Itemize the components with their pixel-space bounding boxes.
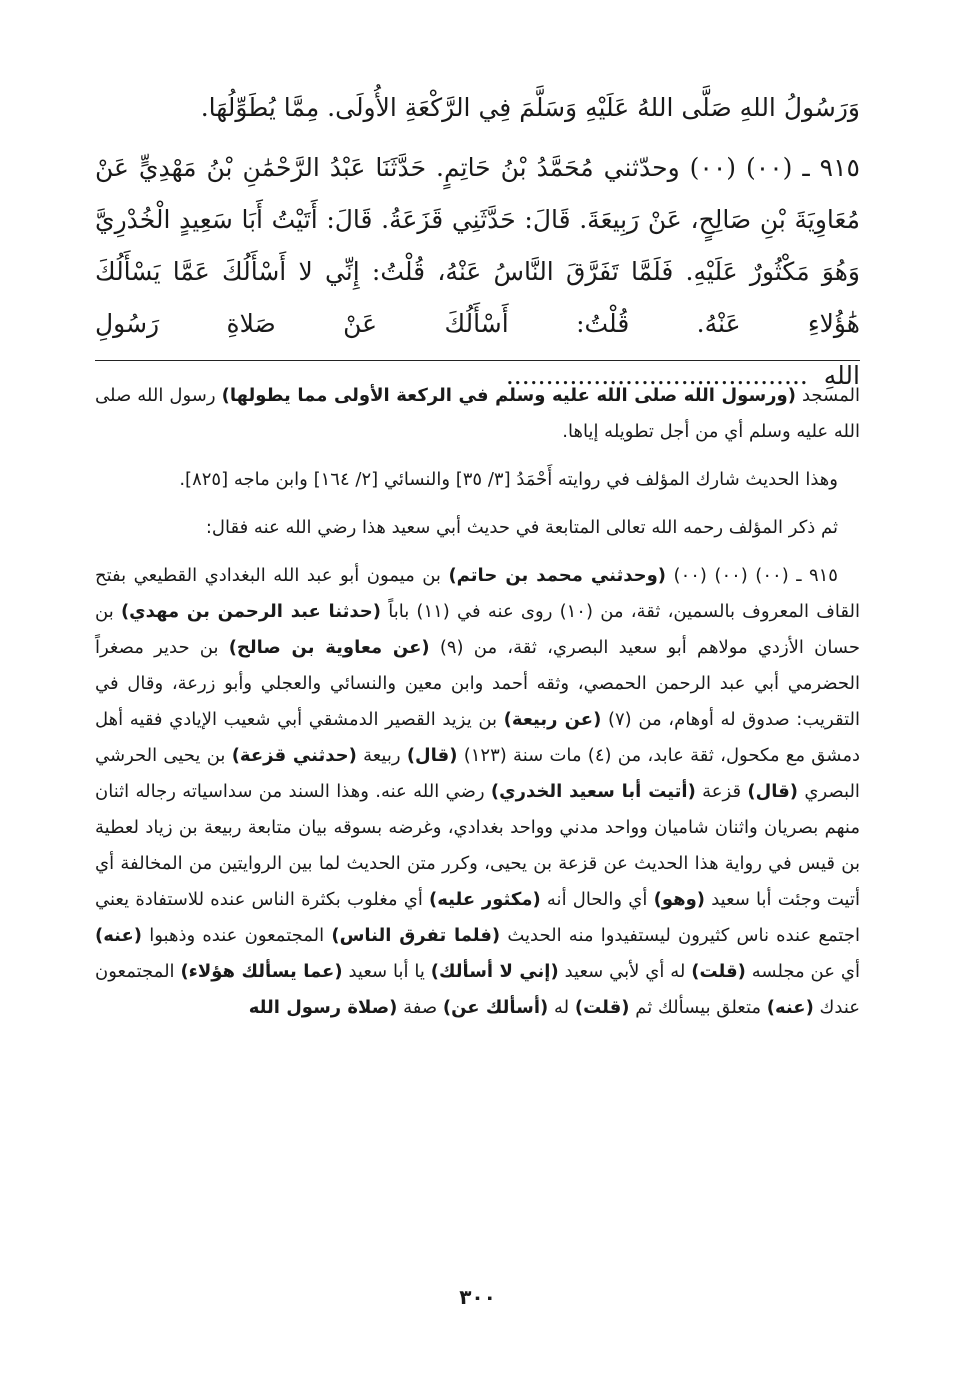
hadith-text [95,82,860,402]
commentary-text: ٩١٥ ـ (٠٠) (٠٠) (٠٠) [673,565,838,586]
commentary-text: بن يزيد القصير الدمشقي أبي شعيب الإيادي فقيه أهل دمشق مع مكحول، ثقة عابد، من (٤) مات سنة (١٢٣) [95,709,860,766]
quoted-hadith-phrase: (عن معاوية بن صالح) [228,637,430,658]
footnote-divider [95,360,860,361]
commentary-text: متعلق بيسألك ثم [635,997,762,1018]
commentary-text: صفة [403,997,438,1018]
commentary-text: بن ميمون أبو عبد الله البغدادي القطيعي بفتح القاف المعروف بالسمين، ثقة، من (١٠) روى عنه في (١١) باباً [95,565,860,622]
commentary-text: بن حدير مصغراً الحضرمي أبي عبد الرحمن الحمصي، وثقه أحمد وابن معين والنسائي والعجلي وأبو زرعة، وقال في التقريب: صدوق له أوهام، من (٧) [95,637,860,730]
commentary-text: له أي لأبي سعيد [564,961,686,982]
page-number: ٣٠٠ [459,1285,496,1309]
ellipsis-dots: ...................................... [505,361,808,390]
commentary [95,378,860,1026]
commentary-text: له [553,997,570,1018]
quoted-hadith-phrase: (عنه) [766,997,814,1018]
commentary-paragraph-2: وهذا الحديث شارك المؤلف في روايته أَحْمَدُ [٣/ ٣٥] والنسائي [٢/ ١٦٤] وابن ماجه [٨٢٥]. [179,469,838,490]
commentary-text: أي عن مجلسه [751,961,860,982]
quoted-hadith-phrase: (فلما تفرق الناس) [331,925,501,946]
quoted-hadith-phrase: (إني لا أسألك) [430,961,559,982]
quoted-hadith-phrase: (قلت) [691,961,746,982]
commentary-text: ربيعة [363,745,401,766]
commentary-text: رضي الله عنه. وهذا السند من سداسياته رجاله اثنان منهم بصريان واثنان شاميان وواحد مدني وواحد بغدادي، وغرضه بسوقه بيان متابعة ربيعة بن زياد لعطية بن قيس في رواية هذا الحديث عن قزعة بن يحيى، وكرر متن الحديث لما بين الروايتين من المخالفة أي أتيت وجئت أبا سعيد [95,781,860,910]
quoted-hadith-phrase: (وحدثني محمد بن حاتم) [448,565,667,586]
commentary-text: المسجد [801,385,861,406]
quoted-hadith-phrase: (عنه) [95,925,143,946]
quoted-hadith-phrase: (عن ربيعة) [503,709,602,730]
commentary-text: يا أبا سعيد [348,961,425,982]
quoted-hadith-phrase: (صلاة رسول الله [248,997,398,1018]
quoted-hadith-phrase: (وهو) [653,889,706,910]
commentary-text: بن يحيى الحرشي البصري [95,745,860,802]
commentary-paragraph-4 [95,558,860,1026]
hadith-915-body: ٩١٥ ـ (٠٠) (٠٠) وحدّثني مُحَمَّدُ بْنُ حَاتِمٍ. حَدَّثَنَا عَبْدُ الرَّحْمَٰنِ بْنُ مَهْدِيٍّ عَنْ مُعَاوِيَةَ بْنِ صَالِحٍ، عَنْ رَبِيعَةَ. قَالَ: حَدَّثَنِي قَزَعَةُ. قَالَ: أَتَيْتُ أَبَا سَعِيدٍ الْخُدْرِيَّ وَهُوَ مَكْثُورٌ عَلَيْهِ. فَلَمَّا تَفَرَّقَ النَّاسُ عَنْهُ، قُلْتُ: إِنِّي لا أَسْأَلُكَ عَمَّا يَسْأَلُكَ هَٰؤُلاءِ عَنْهُ. قُلْتُ: أَسْأَلُكَ عَنْ صَلاةِ رَسُولِ اللهِ [95,153,860,390]
commentary-text: رسول الله صلى الله عليه وسلم أي من أجل تطويله إياها. [95,385,860,442]
commentary-text: المجتمعون عندك [95,961,860,1018]
commentary-text: أي والحال أنه [546,889,648,910]
quoted-hadith-phrase: (أتيت أبا سعيد الخدري) [490,781,696,802]
quoted-hadith-phrase: (ورسول الله صلى الله عليه وسلم في الركعة الأولى مما يطولها) [221,385,796,406]
hadith-915-text [95,142,860,402]
commentary-text: قزعة [702,781,742,802]
quoted-hadith-phrase: (حدثنا عبد الرحمن بن مهدي) [120,601,381,622]
quoted-hadith-phrase: (عما يسألك هؤلاء) [180,961,343,982]
hadith-text-continuation: وَرَسُولُ اللهِ صَلَّى اللهُ عَلَيْهِ وَسَلَّمَ فِي الرَّكْعَةِ الأُولَى. مِمَّا يُطَوِّلُهَا. [200,93,860,122]
commentary-paragraph-1 [95,378,860,450]
commentary-text: بن حسان الأزدي مولاهم أبو سعيد البصري، ثقة، من (٩) [95,601,860,658]
quoted-hadith-phrase: (أسألك عن) [442,997,549,1018]
quoted-hadith-phrase: (قال) [406,745,458,766]
commentary-paragraph-3: ثم ذكر المؤلف رحمه الله تعالى المتابعة في حديث أبي سعيد هذا رضي الله عنه فقال: [205,517,838,538]
commentary-text: أي مغلوب بكثرة الناس عنده للاستفادة يعني اجتمع عنده ناس كثيرون ليستفيدوا منه الحديث [95,889,860,946]
quoted-hadith-phrase: (قلت) [574,997,630,1018]
quoted-hadith-phrase: (قال) [747,781,799,802]
commentary-text: المجتمعون عنده وذهبوا [149,925,325,946]
quoted-hadith-phrase: (مكثور عليه) [429,889,541,910]
quoted-hadith-phrase: (حدثني قزعة) [231,745,357,766]
